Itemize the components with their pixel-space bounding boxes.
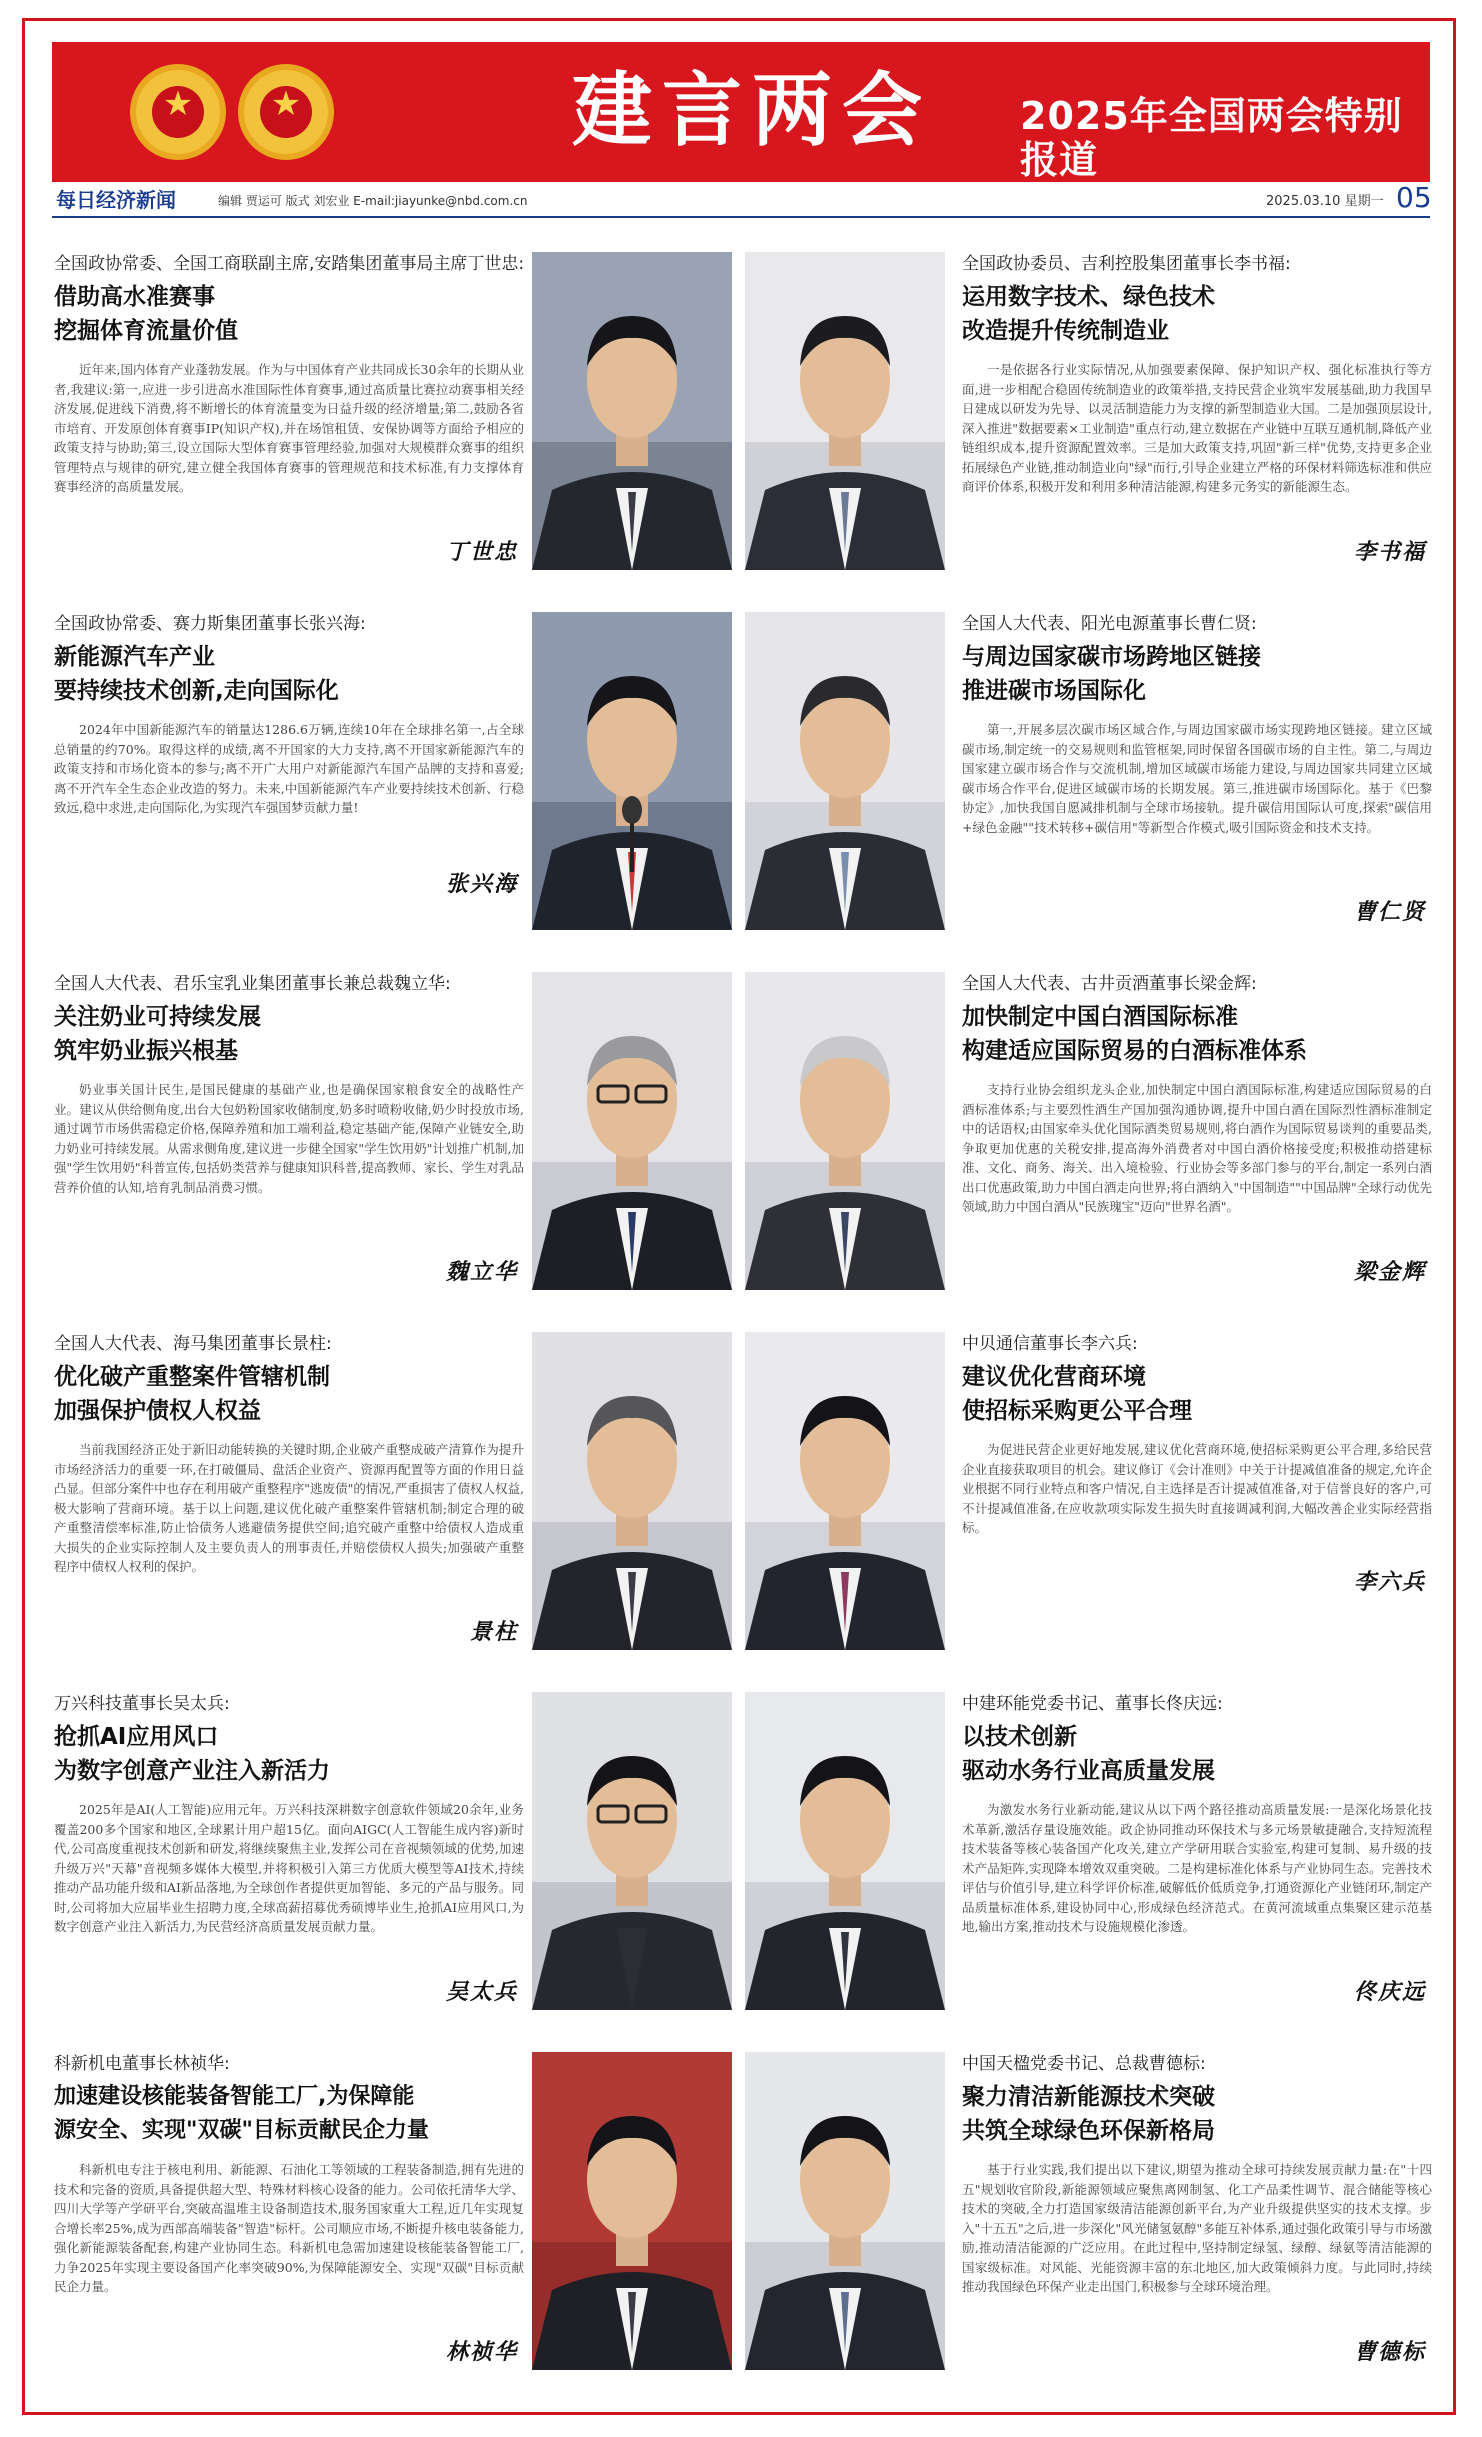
headline-line: 关注奶业可持续发展 — [54, 1004, 261, 1030]
article-body: 当前我国经济正处于新旧动能转换的关键时期,企业破产重整成破产清算作为提升市场经济活力的重要一环,在打破僵局、盘活企业资产、资源再配置等方面的作用日益凸显。但部分案件中也存在利用破产重整程序"逃废债"的情况,严重损害了债权人权益,极大影响了营商环境。基于以上问题,建议优化破产重整案件管辖机制;制定合理的破产重整清偿率标准,防止恰债务人逃避债务提供空间;追究破产重整中给债权人造成重大损失的企业实际控制人及主要负责人的刑事责任,并赔偿债权人损失;加强破产重整程序中债权人权利的保护。 — [54, 1442, 524, 1574]
headline-line: 加速建设核能装备智能工厂,为保障能 — [54, 2084, 415, 2109]
article-headline — [962, 640, 1432, 708]
portrait-photo — [532, 972, 732, 1290]
headline-line: 改造提升传统制造业 — [962, 318, 1169, 344]
headline-line: 新能源汽车产业 — [54, 644, 215, 670]
article-zhang-xinghai — [54, 612, 524, 942]
headline-line: 推进碳市场国际化 — [962, 678, 1146, 704]
headline-line: 与周边国家碳市场跨地区链接 — [962, 644, 1261, 670]
article-body: 一是依据各行业实际情况,从加强要素保障、保护知识产权、强化标准执行等方面,进一步相配合稳固传统制造业的政策举措,支持民营企业筑牢发展基础,助力我国早日建成以研发为先导、以灵活制造能力为支撑的新型制造业大国。二是加强顶层设计,深入推进"数据要素×工业制造"重点行动,建立数据在产业链中互联互通机制,降低产业链组织成本,提升资源配置效率。三是加大政策支持,巩固"新三样"优势,支持更多企业拓展绿色产业链,推动制造业向"绿"而行,引导企业建立严格的环保材料筛选标准和供应商评价体系,积极开发和利用多种清洁能源,构建多元务实的新能源生态。 — [962, 362, 1432, 494]
article-body: 近年来,国内体育产业蓬勃发展。作为与中国体育产业共同成长30余年的长期从业者,我建议:第一,应进一步引进高水准国际性体育赛事,通过高质量比赛拉动赛事相关经济发展,促进线下消费,将不断增长的体育流量变为日益升级的经济增量;第二,鼓励各省市培育、开发原创体育赛事IP(知识产权),并在场馆租赁、安保协调等方面给予相应的政策支持与协助;第三,设立国际大型体育赛事管理经验,加强对大规模群众赛事的组织管理特点与规律的研究,建立健全我国体育赛事的管理规范和技术标准,有力支撑体育赛事经济的高质量发展。 — [54, 362, 524, 494]
article-body: 2024年中国新能源汽车的销量达1286.6万辆,连续10年在全球排名第一,占全球总销量的约70%。取得这样的成绩,离不开国家的大力支持,离不开国家新能源汽车的政策支持和市场化资本的参与;离不开广大用户对新能源汽车国产品牌的支持和喜爱;离不开汽车全生态企业改造的努力。未来,中国新能源汽车产业要持续技术创新、行稳致远,稳中求进,走向国际化,为实现汽车强国梦贡献力量! — [54, 722, 524, 815]
signature: 张兴海 — [445, 871, 518, 897]
headline-line: 以技术创新 — [962, 1724, 1077, 1750]
portrait-photo — [745, 1692, 945, 2010]
signature: 林祯华 — [445, 2339, 518, 2365]
editor-credits: 编辑 贾运可 版式 刘宏业 E-mail:jiayunke@nbd.com.cn — [218, 194, 528, 208]
signature: 李书福 — [1353, 539, 1426, 565]
signature: 曹德标 — [1353, 2339, 1426, 2365]
article-headline — [962, 2080, 1432, 2148]
headline-line: 优化破产重整案件管辖机制 — [54, 1364, 330, 1390]
article-tong-qingyuan — [962, 1692, 1432, 2022]
article-headline — [54, 2080, 524, 2148]
portrait-photo — [532, 2052, 732, 2370]
person-title: 全国人大代表、古井贡酒董事长梁金辉: — [962, 974, 1257, 994]
signature: 吴太兵 — [445, 1979, 518, 2005]
portrait-photo — [532, 252, 732, 570]
person-title: 中贝通信董事长李六兵: — [962, 1334, 1138, 1354]
portrait-photo — [745, 972, 945, 1290]
article-wei-lihua — [54, 972, 524, 1302]
article-jing-zhu — [54, 1332, 524, 1662]
headline-line: 抢抓AI应用风口 — [54, 1724, 219, 1750]
article-headline — [54, 1720, 524, 1788]
portrait-photo — [745, 612, 945, 930]
article-headline — [962, 1720, 1432, 1788]
article-headline — [54, 280, 524, 348]
article-cao-debiao — [962, 2052, 1432, 2382]
article-headline — [54, 1360, 524, 1428]
newspaper-brand: 每日经济新闻 — [56, 188, 176, 212]
headline-line: 共筑全球绿色环保新格局 — [962, 2118, 1215, 2144]
signature: 梁金辉 — [1353, 1259, 1426, 1285]
article-wu-taibing — [54, 1692, 524, 2022]
headline-line: 加强保护债权人权益 — [54, 1398, 261, 1424]
headline-line: 使招标采购更公平合理 — [962, 1398, 1192, 1424]
article-body: 为促进民营企业更好地发展,建议优化营商环境,使招标采购更公平合理,多给民营企业直接获取项目的机会。建议修订《会计准则》中关于计提减值准备的规定,允许企业根据不同行业特点和客户情况,自主选择是否计提减值准备,对于信誉良好的客户,可不计提减值准备,在应收款项实际发生损失时直接调减利润,大幅改善企业实际经营指标。 — [962, 1442, 1432, 1535]
masthead — [52, 181, 1432, 218]
headline-line: 借助高水准赛事 — [54, 284, 215, 310]
headline-line: 源安全、实现"双碳"目标贡献民企力量 — [54, 2118, 429, 2143]
signature: 李六兵 — [1353, 1569, 1426, 1595]
person-title: 全国人大代表、海马集团董事长景柱: — [54, 1334, 332, 1354]
article-ding-shizhong — [54, 252, 524, 582]
article-headline — [54, 1000, 524, 1068]
headline-line: 构建适应国际贸易的白酒标准体系 — [962, 1038, 1307, 1064]
article-body: 2025年是AI(人工智能)应用元年。万兴科技深耕数字创意软件领域20余年,业务覆盖200多个国家和地区,全球累计用户超15亿。面向AIGC(人工智能生成内容)新时代,公司高度重视技术创新和研发,将继续聚焦主业,发挥公司在音视频领域的优势,加速升级万兴"天幕"音视频多媒体大模型,并将积极引入第三方优质大模型等AI技术,持续推动产品功能升级和AI新品落地,为全球创作者提供更加智能、多元的产品与服务。同时,公司将加大应届毕业生招聘力度,全球高薪招募优秀硕博毕业生,抢抓AI应用风口,为数字创意产业注入新活力,为民营经济高质量发展贡献力量。 — [54, 1802, 524, 1934]
banner-subtitle: 2025年全国两会特别报道 — [1020, 94, 1403, 182]
article-liang-jinhui — [962, 972, 1432, 1302]
article-li-liubing — [962, 1332, 1432, 1662]
article-body: 科新机电专注于核电利用、新能源、石油化工等领域的工程装备制造,拥有先进的技术和完备的资质,具备提供超大型、特殊材料核心设备的能力。公司依托清华大学、四川大学等产学研平台,突破高温堆主设备制造技术,服务国家重大工程,近几年实现复合增长率25%,成为西部高端装备"智造"标杆。公司顺应市场,不断提升核电装备能力,强化新能源装备配套,构建产业协同生态。科新机电急需加速建设核能装备智能工厂,力争2025年实现主要设备国产化率突破90%,为保障能源安全、实现"双碳"目标贡献民企力量。 — [54, 2162, 524, 2294]
headline-line: 驱动水务行业高质量发展 — [962, 1758, 1215, 1784]
article-cao-renxian — [962, 612, 1432, 942]
person-title: 中国天楹党委书记、总裁曹德标: — [962, 2054, 1206, 2074]
person-title: 全国人大代表、阳光电源董事长曹仁贤: — [962, 614, 1257, 634]
headline-line: 筑牢奶业振兴根基 — [54, 1038, 238, 1064]
banner-title: 建言两会 — [572, 63, 932, 157]
headline-line: 挖掘体育流量价值 — [54, 318, 238, 344]
headline-line: 为数字创意产业注入新活力 — [54, 1758, 330, 1784]
person-title: 中建环能党委书记、董事长佟庆远: — [962, 1694, 1223, 1714]
article-body: 基于行业实践,我们提出以下建议,期望为推动全球可持续发展贡献力量:在"十四五"规划收官阶段,新能源领域应聚焦离网制氢、化工产品柔性调节、混合储能等核心技术的突破,全力打造国家级清洁能源创新平台,为产业升级提供坚实的技术支撑。步入"十五五"之后,进一步深化"风光储氢氨醇"多能互补体系,通过强化政策引导与市场激励,推动清洁能源的广泛应用。在此过程中,坚持制定绿氢、绿醇、绿氨等清洁能源的国家级标准。对风能、光能资源丰富的东北地区,加大政策倾斜力度。与此同时,持续推动我国绿色环保产业走出国门,积极参与全球环境治理。 — [962, 2162, 1432, 2294]
portrait-photo — [532, 1692, 732, 2010]
article-headline — [962, 280, 1432, 348]
headline-line: 运用数字技术、绿色技术 — [962, 284, 1215, 310]
person-title: 全国人大代表、君乐宝乳业集团董事长兼总裁魏立华: — [54, 974, 451, 994]
article-headline — [962, 1360, 1432, 1428]
signature: 魏立华 — [445, 1259, 518, 1285]
signature: 景柱 — [469, 1619, 518, 1645]
national-emblem-icon: ★ — [130, 64, 226, 160]
article-headline — [962, 1000, 1432, 1068]
article-body: 支持行业协会组织龙头企业,加快制定中国白酒国际标准,构建适应国际贸易的白酒标准体系;与主要烈性酒生产国加强沟通协调,提升中国白酒在国际烈性酒标准制定中的话语权;由国家牵头优化国际酒类贸易规则,将白酒作为国际贸易谈判的重要品类,争取更加优惠的关税安排,提高海外消费者对中国白酒价格接受度;积极推动搭建标准、文化、商务、海关、出入境检验、行业协会等多部门参与的平台,制定一系列白酒出口优惠政策,助力中国白酒走向世界;将白酒纳入"中国制造""中国品牌"全球行动优先领域,助力中国白酒从"民族瑰宝"迈向"世界名酒"。 — [962, 1082, 1432, 1214]
portrait-photo — [745, 252, 945, 570]
article-body: 奶业事关国计民生,是国民健康的基础产业,也是确保国家粮食安全的战略性产业。建议从供给侧角度,出台大包奶粉国家收储制度,奶多时喷粉收储,奶少时投放市场,通过调节市场供需稳定价格,保障养殖和加工端利益,稳定基础产能,保障产业链安全,助力奶业可持续发展。从需求侧角度,建议进一步健全国家"学生饮用奶"计划推广机制,加强"学生饮用奶"科普宣传,包括奶类营养与健康知识科普,提高教师、家长、学生对乳品营养价值的认知,培育乳制品消费习惯。 — [54, 1082, 524, 1195]
person-title: 万兴科技董事长吴太兵: — [54, 1694, 230, 1714]
cppcc-emblem-icon: ★ — [238, 64, 334, 160]
signature: 佟庆远 — [1353, 1979, 1426, 2005]
article-li-shufu — [962, 252, 1432, 582]
person-title: 全国政协常委、全国工商联副主席,安踏集团董事局主席丁世忠: — [54, 254, 525, 274]
headline-line: 加快制定中国白酒国际标准 — [962, 1004, 1238, 1030]
signature: 丁世忠 — [445, 539, 518, 565]
signature: 曹仁贤 — [1353, 899, 1426, 925]
issue-date: 2025.03.10 星期一 — [1266, 194, 1384, 209]
portrait-photo — [745, 2052, 945, 2370]
header-banner — [52, 42, 1430, 182]
headline-line: 要持续技术创新,走向国际化 — [54, 678, 339, 704]
person-title: 全国政协常委、赛力斯集团董事长张兴海: — [54, 614, 366, 634]
article-body: 第一,开展多层次碳市场区域合作,与周边国家碳市场实现跨地区链接。建立区域碳市场,制定统一的交易规则和监管框架,同时保留各国碳市场的自主性。第二,与周边国家建立碳市场合作与交流机制,增加区域碳市场能力建设,与周边国家共同建立区域碳市场合作平台,促进区域碳市场的长期发展。第三,推进碳市场国际化。基于《巴黎协定》,加快我国自愿减排机制与全球市场接轨。提升碳信用国际认可度,探索"碳信用+绿色金融""技术转移+碳信用"等新型合作模式,吸引国际资金和技术支持。 — [962, 722, 1432, 835]
person-title: 全国政协委员、吉利控股集团董事长李书福: — [962, 254, 1291, 274]
article-body: 为激发水务行业新动能,建议从以下两个路径推动高质量发展:一是深化场景化技术革新,激活存量设施效能。政企协同推动环保技术与多元场景敏捷融合,支持短流程技术装备等核心装备国产化攻关,建立产学研用联合实验室,构建可复制、易升级的技术产品矩阵,实现降本增效双重突破。二是构建标准化体系与产业协同生态。完善技术评估与价值引导,建立科学评价标准,破解低价低质竞争,打通资源化产业链闭环,制定产品质量标准体系,建设协同中心,形成绿色经济范式。在黄河流域重点集聚区建示范基地,输出方案,推动技术与设施规模化渗透。 — [962, 1802, 1432, 1934]
person-title: 科新机电董事长林祯华: — [54, 2054, 230, 2074]
headline-line: 建议优化营商环境 — [962, 1364, 1146, 1390]
portrait-photo — [532, 1332, 732, 1650]
page-number: 05 — [1396, 181, 1432, 214]
portrait-photo — [532, 612, 732, 930]
headline-line: 聚力清洁新能源技术突破 — [962, 2084, 1215, 2110]
portrait-photo — [745, 1332, 945, 1650]
article-headline — [54, 640, 524, 708]
article-lin-zhenhua — [54, 2052, 524, 2382]
